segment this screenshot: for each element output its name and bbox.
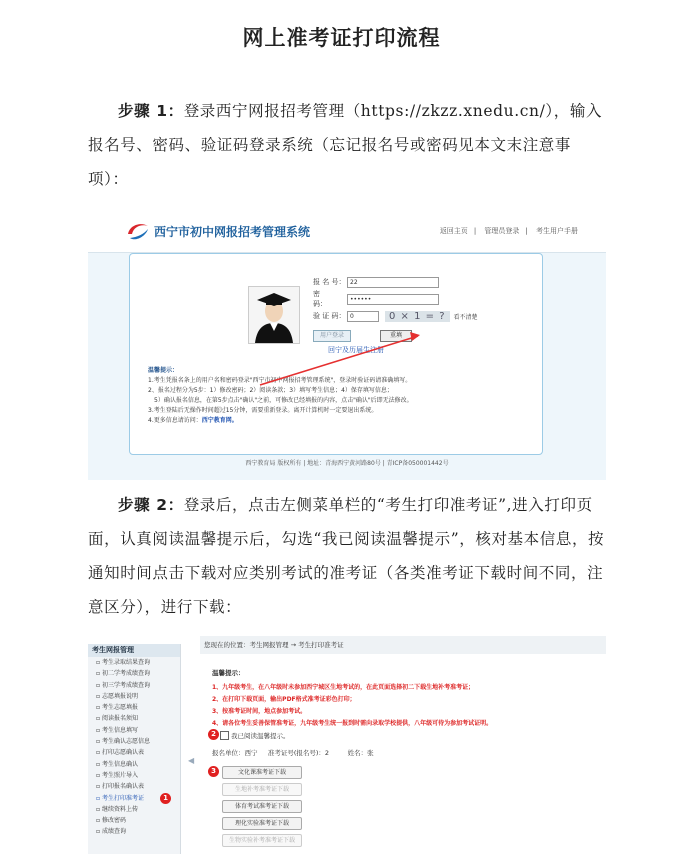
breadcrumb: 您现在的位置：考生网报管理 → 考生打印准考证 — [200, 636, 606, 654]
step-badge-3: 3 — [208, 766, 219, 777]
sidebar-item[interactable]: ▫ 考生信息确认 — [96, 760, 138, 768]
sidebar-item[interactable]: ▫ 初三学考成绩查询 — [96, 681, 150, 689]
student-info — [212, 748, 374, 757]
geo-bio-makeup-download-button[interactable]: 生地补考准考证下载 — [222, 783, 302, 796]
step-badge-2: 2 — [208, 729, 219, 740]
captcha-input[interactable]: 0 — [347, 311, 379, 322]
sidebar-item[interactable]: ▫ 考生照片导入 — [96, 771, 138, 779]
lab-ticket-download-button[interactable]: 理化实验准考证下载 — [222, 817, 302, 830]
sidebar-item[interactable]: ▫ 考生志愿填报 — [96, 704, 138, 712]
tips-title: 温馨提示： — [148, 367, 179, 374]
unit-value: 西宁 — [244, 749, 258, 757]
tip-more-label: 4.更多信息请访问： — [148, 417, 202, 424]
top-nav: 返回主页 | 管理员登录 | 考生用户手册 — [439, 227, 578, 235]
sidebar-item[interactable]: ▫ 初二学考成绩查询 — [96, 670, 150, 678]
step1-paragraph — [88, 94, 608, 196]
tip-line: 1、九年级考生，在八年级时未参加西宁城区生地考试的，在此页面选择初二下载生地补考准考证； — [212, 684, 475, 691]
sidebar-item[interactable]: ▫ 打印报名确认表 — [96, 783, 144, 791]
step-badge-1: 1 — [160, 793, 171, 804]
step2-text: 登录后，点击左侧菜单栏的“考生打印准考证”,进入打印页面，认真阅读温馨提示后，勾选“我已阅读温馨提示”，核对基本信息，按通知时间点击下载对应类别考试的准考证（各类准考证下载时间不同，注意区分），进行下载： — [88, 496, 605, 616]
reg-number-input[interactable]: 22 — [347, 277, 439, 288]
tip-line: 3.考生登陆后无操作时间超过15分钟，需要重新登录。离开计算机时一定要退出系统。 — [148, 407, 378, 414]
login-button[interactable]: 用户登录 — [313, 330, 351, 342]
page-title: 网上准考证打印流程 — [242, 26, 441, 50]
annotation-arrow — [88, 210, 606, 480]
tip-line: 4、请各位考生妥善保管准考证，九年级考生统一报到时需向录取学校提供，八年级可待为参加考试证明。 — [212, 720, 493, 727]
tip-line: 2、报名过程分为5步：1）修改密码；2）阅读条款；3）填写考生信息；4）保存填写信息； — [148, 387, 393, 394]
step2-paragraph — [88, 488, 608, 624]
name-value: 张 — [367, 749, 374, 757]
tip-line: 2、在打印下载页面，输出PDF格式准考证彩色打印； — [212, 696, 356, 703]
pwd-label: 密 码： — [313, 290, 334, 308]
nav-admin-link[interactable]: 管理员登录 — [484, 227, 520, 235]
sidebar-item[interactable]: ▫ 打印志愿确认表 — [96, 749, 144, 757]
read-tips-checkbox[interactable] — [220, 731, 290, 740]
sidebar-title: 考生网报管理 — [88, 644, 180, 657]
register-link[interactable]: 回宁及历届生注册 — [328, 346, 384, 354]
sidebar-item[interactable]: ▫ 考生确认志愿信息 — [96, 738, 150, 746]
name-label: 姓名： — [347, 749, 368, 757]
nav-home-link[interactable]: 返回主页 — [439, 227, 468, 235]
sidebar-item[interactable]: ▫ 阅读报名须知 — [96, 715, 138, 723]
sidebar-item[interactable]: ▫ 修改密码 — [96, 817, 126, 825]
tips-title: 温馨提示： — [212, 669, 245, 677]
captcha-image[interactable]: 0 × 1 = ? — [385, 311, 450, 322]
collapse-arrow-icon[interactable]: ◀ — [188, 756, 195, 765]
step1-text: 登录西宁网报招考管理（https://zkzz.xnedu.cn/），输入报名号、密码、验证码登录系统（忘记报名号或密码见本文末注意事项）： — [88, 102, 603, 188]
sidebar-item[interactable]: ▫ 成绩查询 — [96, 828, 126, 836]
sidebar-item[interactable]: ▫ 考生信息填写 — [96, 726, 138, 734]
tip-line: 5）确认报名信息，在第5步点击"确认"之前，可修改已经填报的内容，点击"确认"后即无法修改。 — [148, 397, 413, 404]
checkbox-box[interactable] — [220, 731, 229, 740]
ticket-no-label: 准考证号(报名号)： — [267, 749, 325, 757]
tip-line: 3、按准考证时间，地点参加考试。 — [212, 708, 307, 715]
password-input[interactable]: •••••• — [347, 294, 439, 305]
ticket-no-value: 2 — [324, 749, 330, 757]
unit-label: 报名单位： — [212, 749, 245, 757]
sidebar-item[interactable]: ▫ 考生录取结果查询 — [96, 659, 150, 666]
nav-manual-link[interactable]: 考生用户手册 — [536, 227, 578, 235]
print-screenshot — [88, 636, 606, 854]
reg-label: 报 名 号： — [313, 278, 346, 286]
pe-ticket-download-button[interactable]: 体育考试准考证下载 — [222, 800, 302, 813]
sidebar — [88, 644, 181, 854]
reset-button[interactable]: 重填 — [380, 330, 412, 342]
bio-lab-makeup-download-button[interactable]: 生物实验补考准考证下载 — [222, 834, 302, 847]
checkbox-label: 我已阅读温馨提示。 — [231, 732, 290, 740]
sidebar-item[interactable]: ▫ 考生打印准考证 1 — [88, 793, 180, 804]
xining-edu-link[interactable]: 西宁教育网。 — [201, 417, 238, 424]
step1-lead: 步骤 1： — [118, 102, 184, 120]
culture-ticket-download-button[interactable]: 文化课准考证下载 — [222, 766, 302, 779]
code-label: 验 证 码： — [313, 312, 346, 320]
step2-lead: 步骤 2： — [118, 496, 184, 514]
system-name: 西宁市初中网报招考管理系统 — [154, 225, 311, 239]
sidebar-item[interactable]: ▫ 继续资料上传 — [96, 805, 138, 813]
captcha-refresh-link[interactable]: 看不清楚 — [453, 313, 478, 321]
login-screenshot — [88, 210, 606, 480]
sidebar-item[interactable]: ▫ 志愿填报说明 — [96, 692, 138, 700]
login-footer: 西宁教育局 版权所有 | 地址：青海西宁黄河路80号 | 青ICP备050001442号 — [245, 460, 449, 467]
tip-line: 1.考生凭报名条上的用户名和密码登录"西宁市初中网报招考管理系统"，登录时验证码请准确填写。 — [148, 377, 412, 384]
main-panel — [200, 636, 606, 854]
